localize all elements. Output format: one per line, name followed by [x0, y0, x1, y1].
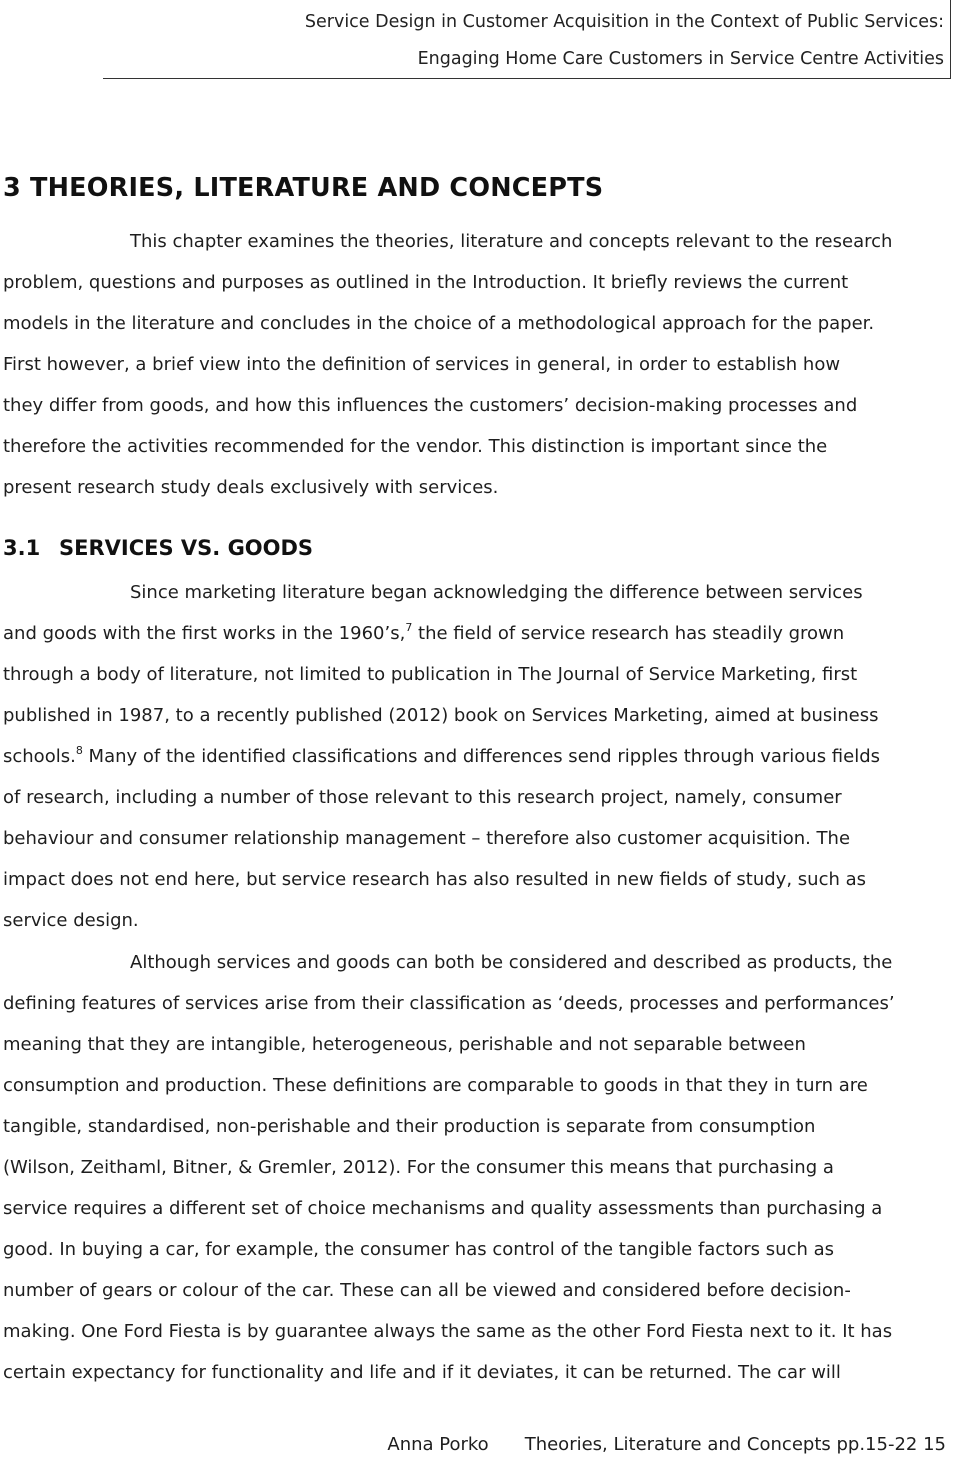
running-header-title-line1: Service Design in Customer Acquisition in the Context of Public Services: — [304, 12, 944, 32]
paragraph-line: (Wilson, Zeithaml, Bitner, & Gremler, 2012). For the consumer this means that purchasing a — [3, 1157, 834, 1178]
paragraph-line — [3, 736, 948, 777]
text-run: and goods with the first works in the 1960’s, — [3, 623, 406, 644]
paragraph-line: of research, including a number of those relevant to this research project, namely, consumer — [3, 787, 842, 808]
text-run: Many of the identified classifications and differences send ripples through various fields — [82, 746, 881, 767]
text-run: the field of service research has steadily grown — [412, 623, 845, 644]
chapter-intro-paragraph — [3, 221, 948, 508]
text-run: schools. — [3, 746, 76, 767]
paragraph-line: problem, questions and purposes as outlined in the Introduction. It briefly reviews the current — [3, 272, 849, 293]
chapter-heading: 3 THEORIES, LITERATURE AND CONCEPTS — [3, 173, 604, 203]
paragraph-line: meaning that they are intangible, heterogeneous, perishable and not separable between — [3, 1034, 806, 1055]
paragraph-line: service requires a different set of choice mechanisms and quality assessments than purchasing a — [3, 1198, 883, 1219]
section-title: SERVICES VS. GOODS — [59, 536, 314, 560]
paragraph-line: consumption and production. These definitions are comparable to goods in that they in turn are — [3, 1075, 868, 1096]
paragraph-line: impact does not end here, but service research has also resulted in new fields of study, such as — [3, 869, 866, 890]
paragraph-line: behaviour and consumer relationship management – therefore also customer acquisition. The — [3, 828, 851, 849]
paragraph-line: Since marketing literature began acknowledging the difference between services — [130, 582, 863, 603]
paragraph-line: This chapter examines the theories, literature and concepts relevant to the research — [130, 231, 893, 252]
running-header — [103, 0, 951, 79]
section-paragraph-1 — [3, 572, 948, 941]
paragraph-line: making. One Ford Fiesta is by guarantee always the same as the other Ford Fiesta next to it. It has — [3, 1321, 893, 1342]
section-paragraph-2 — [3, 942, 948, 1393]
paragraph-line: good. In buying a car, for example, the consumer has control of the tangible factors such as — [3, 1239, 834, 1260]
paragraph-line: present research study deals exclusively with services. — [3, 477, 499, 498]
paragraph-line — [3, 613, 948, 654]
paragraph-line: tangible, standardised, non-perishable and their production is separate from consumption — [3, 1116, 816, 1137]
page-number: 15 — [923, 1434, 946, 1455]
paragraph-line: service design. — [3, 910, 139, 931]
paragraph-line: models in the literature and concludes in the choice of a methodological approach for the paper. — [3, 313, 875, 334]
paragraph-line: number of gears or colour of the car. These can all be viewed and considered before decision- — [3, 1280, 851, 1301]
paragraph-line: through a body of literature, not limited to publication in The Journal of Service Marketing, first — [3, 664, 858, 685]
paragraph-line: Although services and goods can both be considered and described as products, the — [130, 952, 893, 973]
paragraph-line: First however, a brief view into the definition of services in general, in order to establish how — [3, 354, 841, 375]
paragraph-line: defining features of services arise from their classification as ‘deeds, processes and performances’ — [3, 993, 895, 1014]
footer-chapter-ref: Theories, Literature and Concepts pp.15-22 — [524, 1434, 918, 1455]
page-footer — [0, 1425, 946, 1465]
section-number: 3.1 — [3, 536, 41, 560]
footnote-marker-7[interactable]: 7 — [405, 621, 413, 634]
paragraph-line: therefore the activities recommended for the vendor. This distinction is important since the — [3, 436, 828, 457]
paragraph-line: published in 1987, to a recently published (2012) book on Services Marketing, aimed at business — [3, 705, 879, 726]
footer-author: Anna Porko — [387, 1434, 489, 1455]
section-heading — [3, 528, 313, 568]
running-header-title-line2: Engaging Home Care Customers in Service Centre Activities — [417, 49, 944, 69]
footnote-marker-8[interactable]: 8 — [75, 744, 83, 757]
paragraph-line: certain expectancy for functionality and life and if it deviates, it can be returned. The car will — [3, 1362, 841, 1383]
paragraph-line: they differ from goods, and how this influences the customers’ decision-making processes and — [3, 395, 858, 416]
